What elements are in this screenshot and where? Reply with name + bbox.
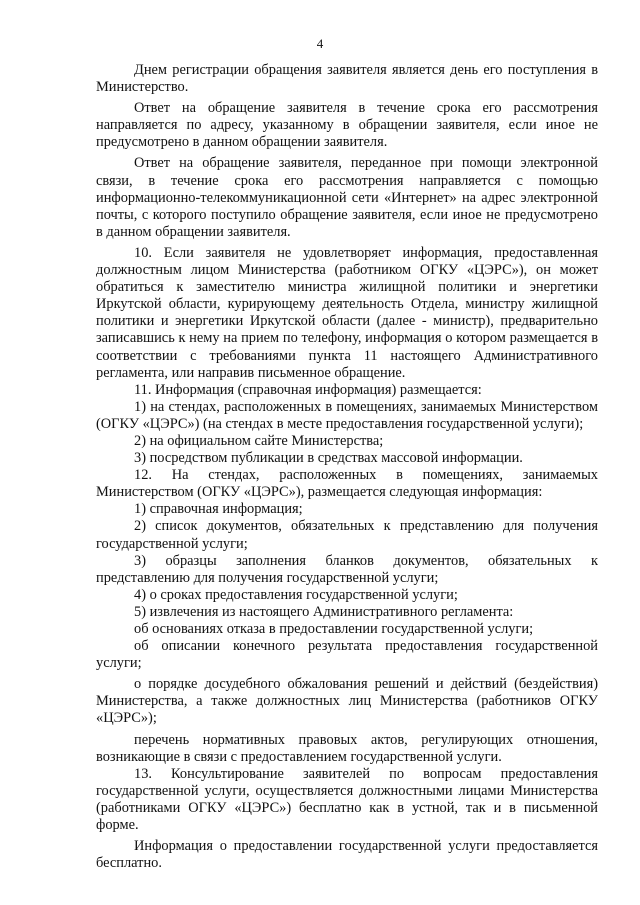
paragraph-item-12-4: 4) о сроках предоставления государственной услуги; xyxy=(134,586,458,603)
document-body xyxy=(96,62,598,872)
paragraph-item-11-2: 2) на официальном сайте Министерства; xyxy=(134,432,384,449)
paragraph-legal-acts: перечень нормативных правовых актов, регулирующих отношения, возникающие в связи с предоставлением государственной услуги. xyxy=(96,731,598,765)
paragraph-registration-date: Днем регистрации обращения заявителя является день его поступления в Министерство. xyxy=(96,62,598,96)
paragraph-item-10: 10. Если заявителя не удовлетворяет информация, предоставленная должностным лицом Министерства (работником ОГКУ «ЦЭРС»), он может обратиться к заместителю министра жилищной политики и энергетики Иркутской области, курирующему деятельность Отдела, министру жилищной политики и энергетики Иркутской области (далее - министр), предварительно записавшись к нему на прием по телефону, информация о котором размещается в соответствии с требованиями пункта 11 настоящего Административного регламента, или направив письменное обращение. xyxy=(96,244,598,381)
paragraph-item-11: 11. Информация (справочная информация) размещается: xyxy=(134,381,482,398)
paragraph-item-11-1: 1) на стендах, расположенных в помещениях, занимаемых Министерством (ОГКУ «ЦЭРС») (на стендах в месте предоставления государственной услуги); xyxy=(96,398,598,432)
page-number: 4 xyxy=(316,36,324,51)
paragraph-refusal-grounds: об основаниях отказа в предоставлении государственной услуги; xyxy=(134,621,534,637)
paragraph-item-12: 12. На стендах, расположенных в помещениях, занимаемых Министерством (ОГКУ «ЦЭРС»), размещается следующая информация: xyxy=(96,467,598,501)
paragraph-item-11-3: 3) посредством публикации в средствах массовой информации. xyxy=(134,450,523,467)
paragraph-free-information: Информация о предоставлении государственной услуги предоставляется бесплатно. xyxy=(96,838,598,872)
paragraph-reply-by-email: Ответ на обращение заявителя, переданное при помощи электронной связи, в течение срока его рассмотрения направляется с помощью информационно-телекоммуникационной сети «Интернет» на адрес электронной почты, с которого поступило обращение заявителя, если иное не предусмотрено в данном обращении заявителя. xyxy=(96,155,598,240)
paragraph-appeal-procedure: о порядке досудебного обжалования решений и действий (бездействия) Министерства, а также должностных лиц Министерства (работников ОГКУ «ЦЭРС»); xyxy=(96,676,598,727)
paragraph-item-13: 13. Консультирование заявителей по вопросам предоставления государственной услуги, осуществляется должностными лицами Министерства (работниками ОГКУ «ЦЭРС») бесплатно как в устной, так и в письменной форме. xyxy=(96,765,598,834)
paragraph-item-12-3: 3) образцы заполнения бланков документов, обязательных к представлению для получения государственной услуги; xyxy=(96,552,598,586)
paragraph-final-result: об описании конечного результата предоставления государственной услуги; xyxy=(96,638,598,672)
paragraph-item-12-5: 5) извлечения из настоящего Административного регламента: xyxy=(134,603,514,620)
paragraph-item-12-2: 2) список документов, обязательных к представлению для получения государственной услуги; xyxy=(96,518,598,552)
paragraph-reply-by-post: Ответ на обращение заявителя в течение срока его рассмотрения направляется по адресу, указанному в обращении заявителя, если иное не предусмотрено в данном обращении заявителя. xyxy=(96,100,598,151)
paragraph-item-12-1: 1) справочная информация; xyxy=(134,501,303,518)
